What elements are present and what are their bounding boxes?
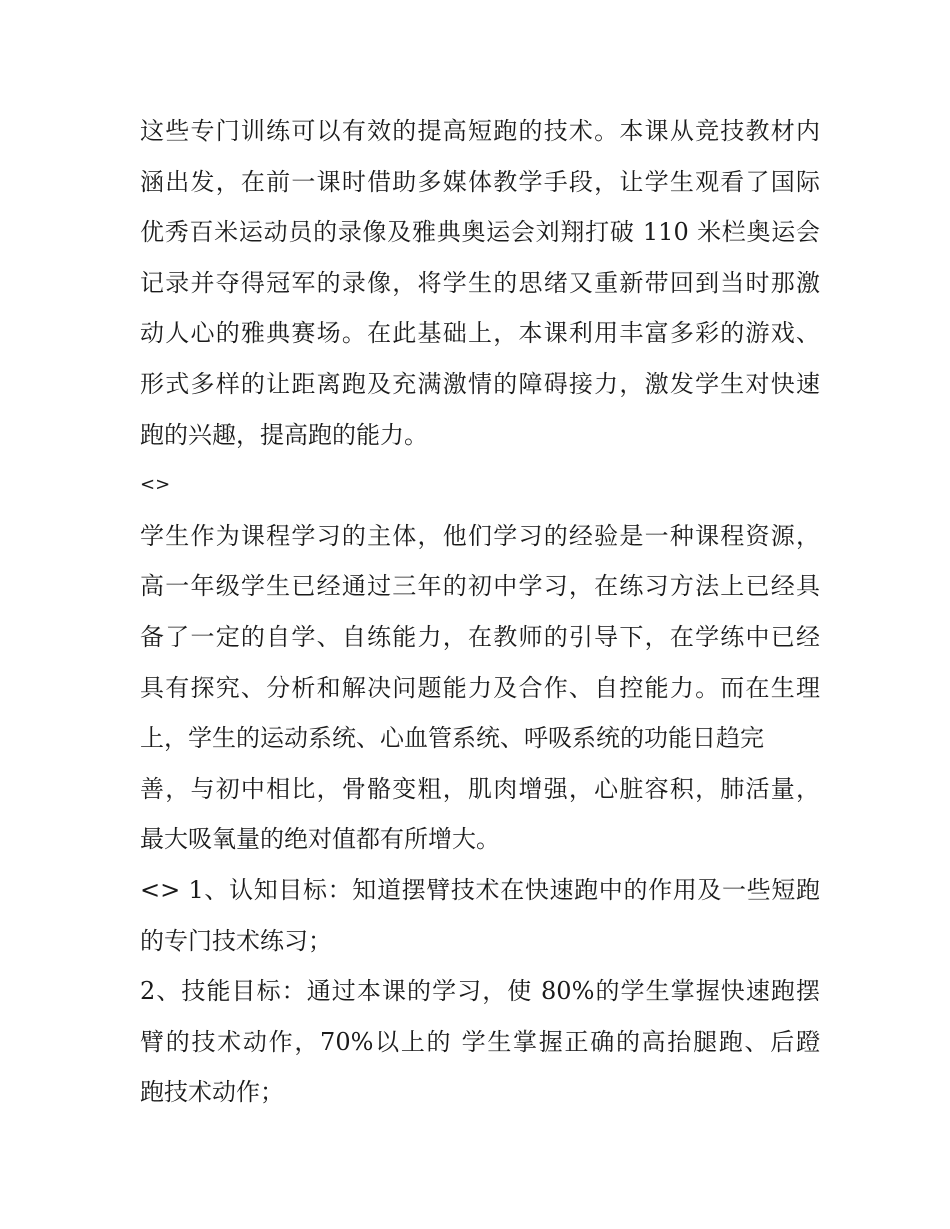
text-line: 备了一定的自学、自练能力，在教师的引导下，在学练中已经 bbox=[140, 622, 820, 651]
text-line: 善，与初中相比，骨骼变粗，肌肉增强，心脏容积，肺活量， bbox=[140, 774, 820, 803]
text-line: 形式多样的让距离跑及充满激情的障碍接力，激发学生对快速 bbox=[140, 369, 820, 398]
text-line: 的专门技术练习； bbox=[140, 926, 332, 955]
text-line: 具有探究、分析和解决问题能力及合作、自控能力。而在生理 bbox=[140, 673, 820, 702]
text-line: 最大吸氧量的绝对值都有所增大。 bbox=[140, 825, 500, 854]
text-line: 跑的兴趣，提高跑的能力。 bbox=[140, 420, 428, 449]
text-line: 涵出发，在前一课时借助多媒体教学手段，让学生观看了国际 bbox=[140, 167, 820, 196]
text-line: 臂的技术动作，70%以上的 学生掌握正确的高抬腿跑、后蹬 bbox=[140, 1027, 820, 1056]
text-line: 记录并夺得冠军的录像，将学生的思绪又重新带回到当时那激 bbox=[140, 268, 820, 297]
document-body bbox=[140, 106, 820, 1118]
text-line: 2、技能目标：通过本课的学习，使 80%的学生掌握快速跑摆 bbox=[140, 977, 820, 1006]
text-line: 高一年级学生已经通过三年的初中学习，在练习方法上已经具 bbox=[140, 572, 820, 601]
text-line: <> 1、认知目标：知道摆臂技术在快速跑中的作用及一些短跑 bbox=[140, 875, 820, 904]
text-line: 优秀百米运动员的录像及雅典奥运会刘翔打破 110 米栏奥运会 bbox=[140, 218, 820, 247]
text-line: 学生作为课程学习的主体，他们学习的经验是一种课程资源， bbox=[140, 521, 820, 550]
text-line: 跑技术动作； bbox=[140, 1078, 284, 1107]
section-marker: <> bbox=[140, 474, 171, 496]
text-line: 动人心的雅典赛场。在此基础上，本课利用丰富多彩的游戏、 bbox=[140, 319, 820, 348]
text-line: 上，学生的运动系统、心血管系统、呼吸系统的功能日趋完 bbox=[140, 724, 764, 753]
text-line: 这些专门训练可以有效的提高短跑的技术。本课从竞技教材内 bbox=[140, 117, 820, 145]
